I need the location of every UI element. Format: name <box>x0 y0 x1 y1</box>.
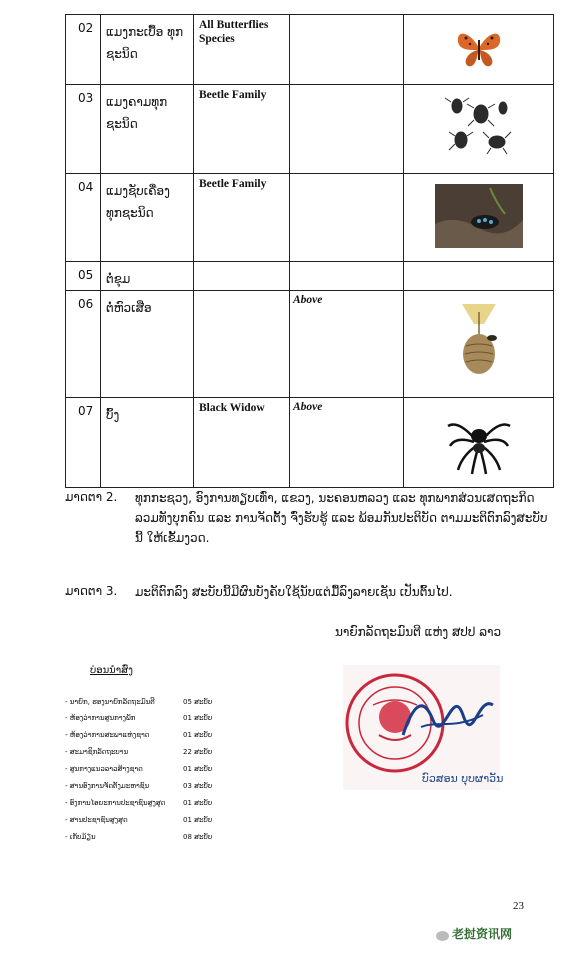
note-cell <box>290 15 404 85</box>
species-image-cell <box>404 85 554 174</box>
list-item <box>65 698 215 708</box>
species-image-cell <box>404 174 554 262</box>
list-item <box>65 799 215 809</box>
recipient-name: - ເກັບມ້ຽນ <box>65 833 96 841</box>
note-cell: Above <box>290 398 404 488</box>
table-row <box>66 15 554 85</box>
list-item <box>65 731 215 741</box>
table-row <box>66 85 554 174</box>
recipient-name: - ນາຍົກ, ຮອງນາຍົກລັດຖະມົນຕີ <box>65 698 155 706</box>
table-row <box>66 174 554 262</box>
note-cell: Above <box>290 291 404 398</box>
article-3-text: ມະຕິຕົກລົງ ສະບັບນີ້ມີຜົນບັງຄັບໃຊ້ນັບແຕ່ມື້ລົງລາຍເຊັນ ເປັນຕົ້ນໄປ. <box>135 585 453 599</box>
spider-image <box>444 406 514 476</box>
species-image-cell <box>404 262 554 291</box>
prime-minister-name: ບົວສອນ ບຸບຜາວັນ <box>422 772 504 785</box>
english-name: Black Widow <box>194 398 290 488</box>
list-item <box>65 816 215 826</box>
lao-name: ແມງຄາມທຸກຊະນິດ <box>101 85 194 174</box>
list-item <box>65 714 215 724</box>
species-image-cell <box>404 15 554 85</box>
note-cell <box>290 174 404 262</box>
english-name: Beetle Family <box>194 85 290 174</box>
row-number: 05 <box>66 262 101 291</box>
note-cell <box>290 262 404 291</box>
row-number: 07 <box>66 398 101 488</box>
recipient-name: - ຫ້ອງວ່າການສູນກາງພັກ <box>65 714 136 722</box>
watermark-text: 老挝资讯网 <box>452 927 513 941</box>
row-number: 03 <box>66 85 101 174</box>
copy-count: 01 ສະບັບ <box>183 816 213 824</box>
species-image-cell <box>404 291 554 398</box>
wasp-nest-image <box>454 302 504 382</box>
copy-count: 08 ສະບັບ <box>183 833 213 841</box>
species-image-cell <box>404 398 554 488</box>
copy-count: 03 ສະບັບ <box>183 782 213 790</box>
recipient-name: - ສານປະຊາຊົນສູງສຸດ <box>65 816 128 824</box>
lao-name: ບົ້ງ <box>101 398 194 488</box>
recipient-name: - ຫ້ອງວ່າການສະພາແຫ່ງຊາດ <box>65 731 150 739</box>
lao-name: ຕໍ່ຂຸມ <box>101 262 194 291</box>
row-number: 02 <box>66 15 101 85</box>
english-name <box>194 291 290 398</box>
copy-count: 22 ສະບັບ <box>183 748 213 756</box>
copy-count: 01 ສະບັບ <box>183 714 213 722</box>
list-item <box>65 782 215 792</box>
recipient-name: - ສູນກາງແນວລາວສ້າງຊາດ <box>65 765 143 773</box>
copy-count: 05 ສະບັບ <box>183 698 213 706</box>
watermark <box>436 925 449 944</box>
english-name <box>194 262 290 291</box>
prime-minister-title: ນາຍົກລັດຖະມົນຕີ ແຫ່ງ ສປປ ລາວ <box>335 625 502 639</box>
english-name: All Butterflies Species <box>194 15 290 85</box>
table-row <box>66 262 554 291</box>
lao-name: ຕໍ່ຫົວເສືອ <box>101 291 194 398</box>
recipient-name: - ສະມາຊິກລັດຖະບານ <box>65 748 129 756</box>
english-name: Beetle Family <box>194 174 290 262</box>
copy-count: 01 ສະບັບ <box>183 765 213 773</box>
row-number: 04 <box>66 174 101 262</box>
beetle-on-rock-image <box>435 184 523 248</box>
article-2-text: ທຸກກະຊວງ, ອົງການທຽບເທົ່າ, ແຂວງ, ນະຄອນຫລວງ ແລະ ທຸກພາກສ່ວນເສດຖະກິດ ລວມທັງບຸກຄົນ ແລະ ການຈັດຕັ້ງ ຈົ່ງຮັບຮູ້ ແລະ ພ້ອມກັນປະຕິບັດ ຕາມມະຕິຕົກລົງສະບັບນີ້ ໃຫ້ເຂັ້ມງວດ. <box>135 491 548 545</box>
beetles-image <box>439 92 519 162</box>
article-2-label: ມາດຕາ 2. <box>65 490 118 504</box>
table-row <box>66 398 554 488</box>
copy-count: 01 ສະບັບ <box>183 799 213 807</box>
recipient-name: - ສານອົງການຈັດຕັ້ງມະຫາຊົນ <box>65 782 150 790</box>
list-item <box>65 833 215 843</box>
recipient-name: - ອົງການໄອຍະການປະຊາຊົນສູງສຸດ <box>65 799 166 807</box>
table-row <box>66 291 554 398</box>
distribution-title: ບ່ອນນຳສົ່ງ <box>90 665 133 676</box>
row-number: 06 <box>66 291 101 398</box>
copy-count: 01 ສະບັບ <box>183 731 213 739</box>
lao-name: ແມງກະເບື້ອ ທຸກຊະນິດ <box>101 15 194 85</box>
lao-name: ແມງຊັບເຄື່ອງ ທຸກຊະນິດ <box>101 174 194 262</box>
article-3-label: ມາດຕາ 3. <box>65 584 118 598</box>
wechat-icon <box>436 931 449 941</box>
species-table <box>65 14 554 488</box>
note-cell <box>290 85 404 174</box>
list-item <box>65 748 215 758</box>
list-item <box>65 765 215 775</box>
butterfly-image <box>454 26 504 70</box>
page-number: 23 <box>513 900 524 912</box>
